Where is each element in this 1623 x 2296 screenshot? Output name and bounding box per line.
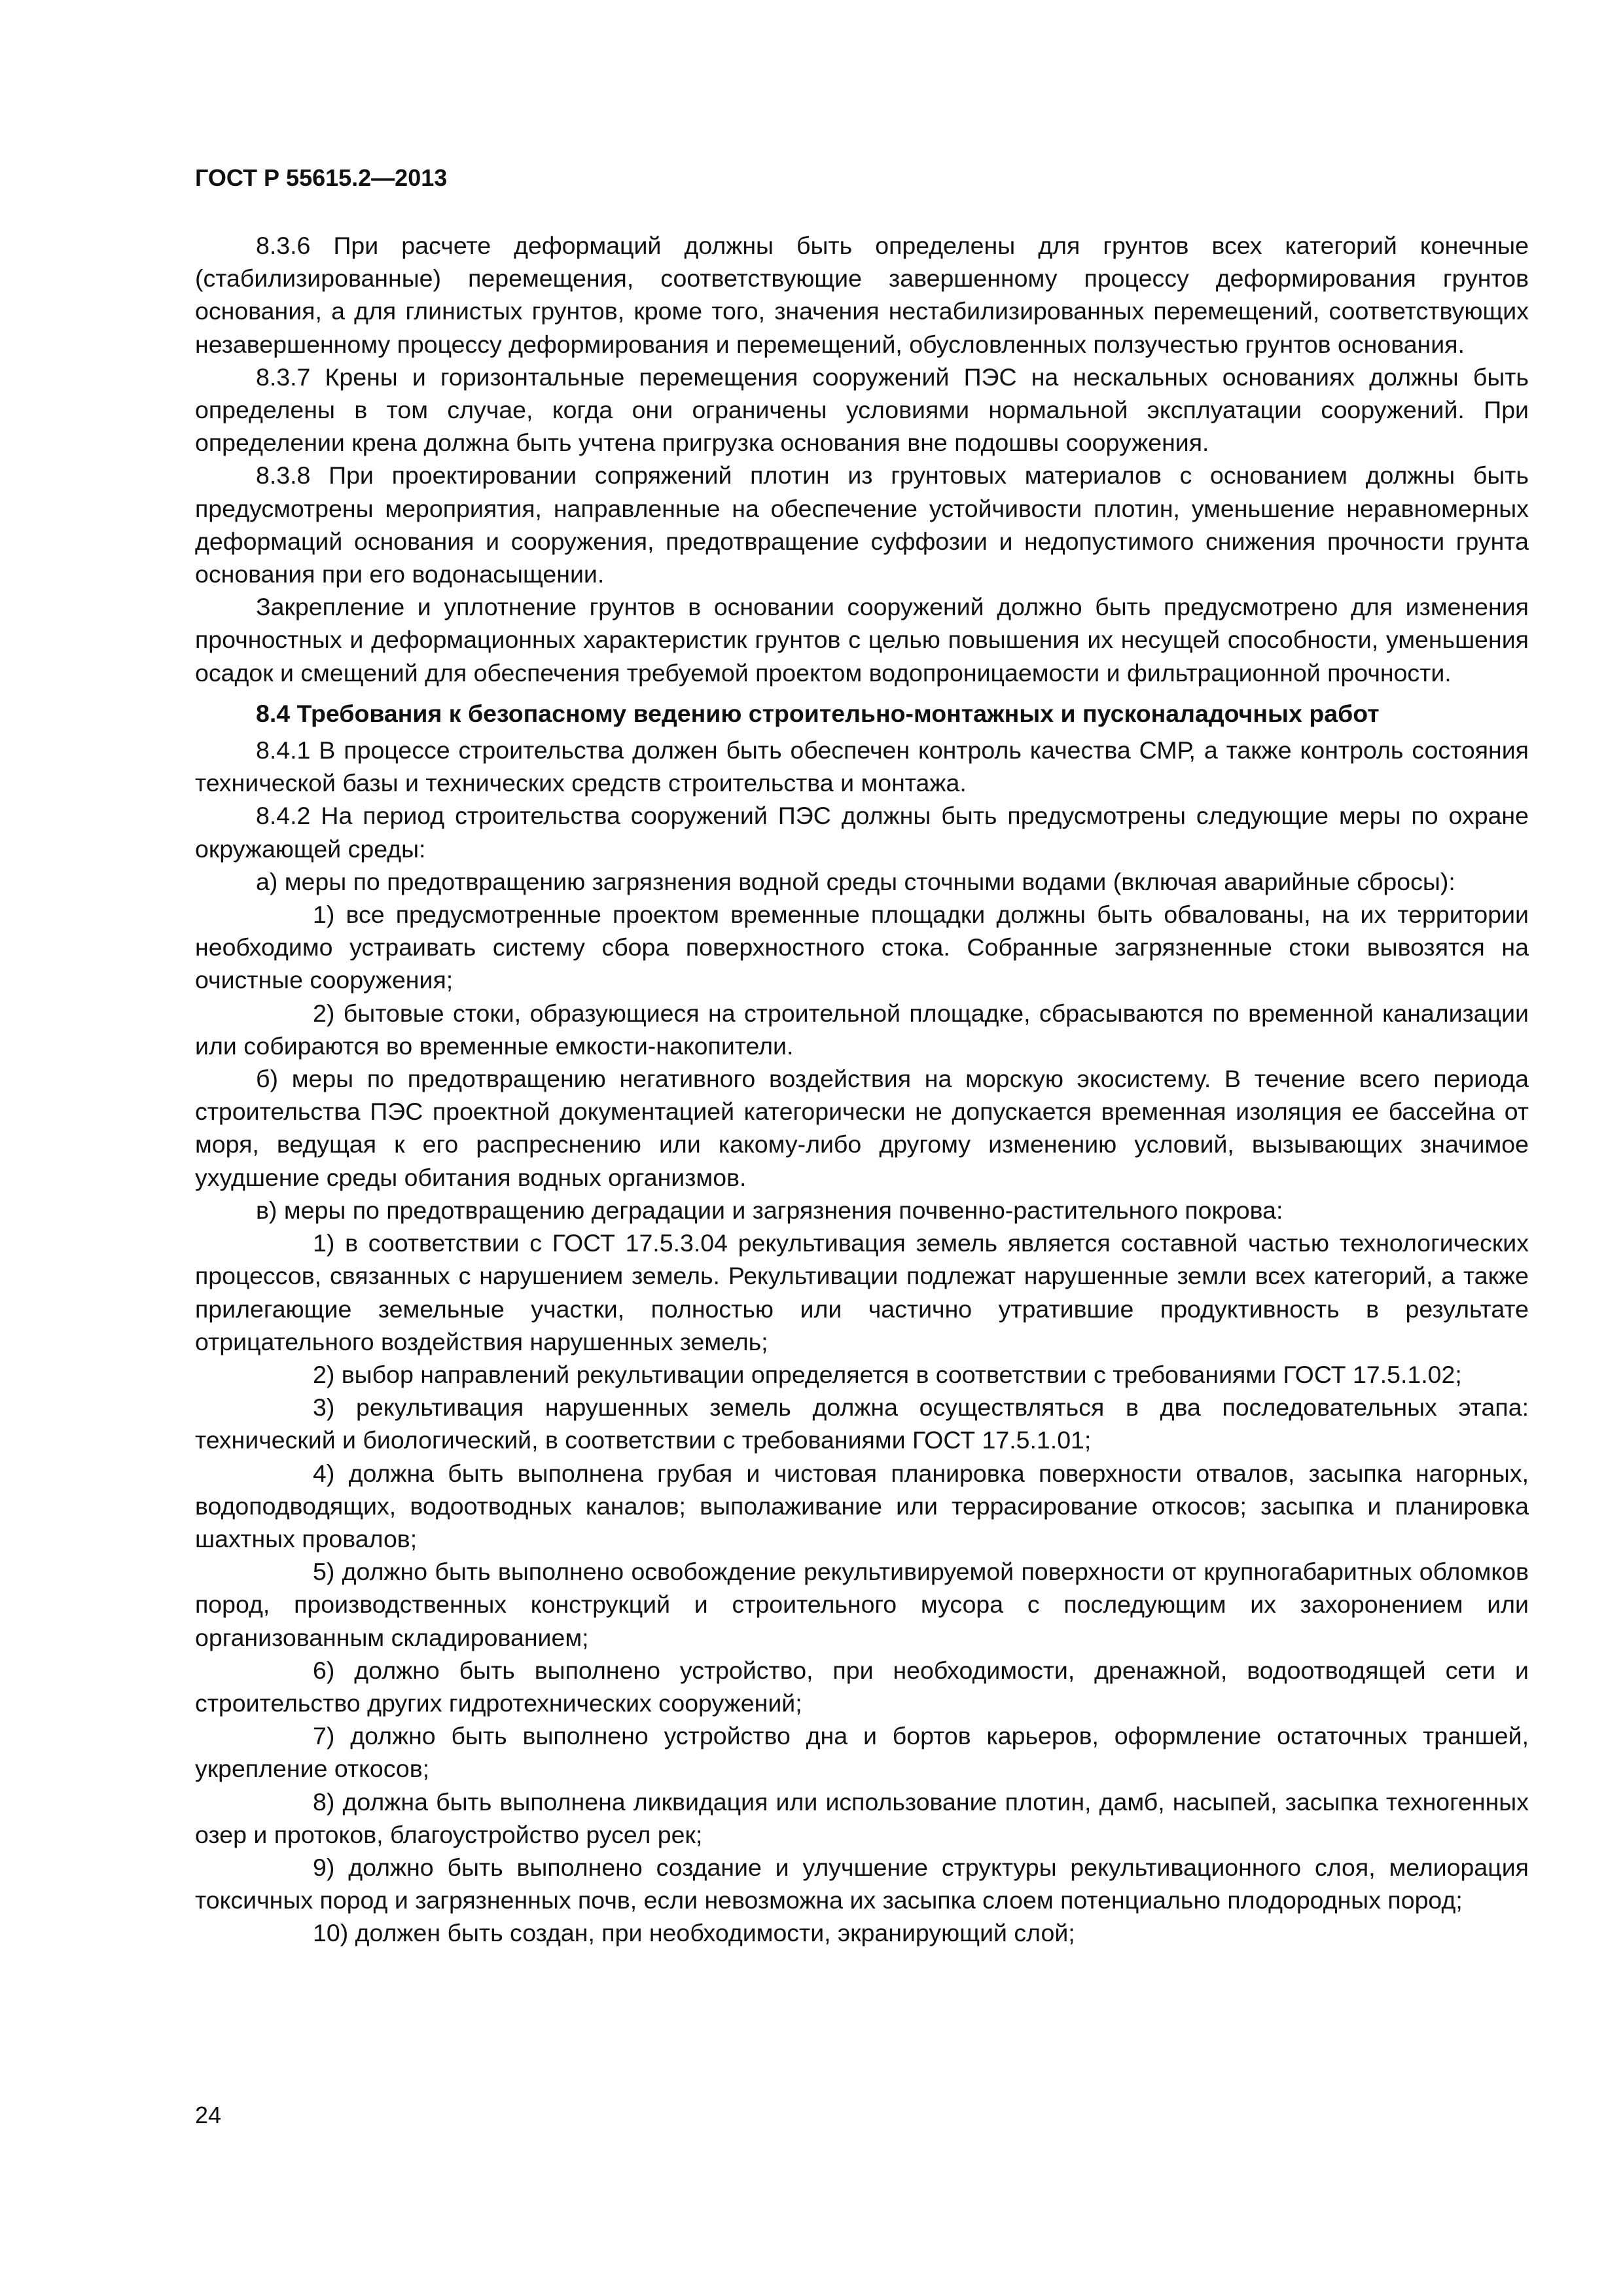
- list-item-a-2: 2) бытовые стоки, образующиеся на строительной площадке, сбрасываются по временной канализации или собираются во временные емкости-накопители.: [195, 999, 1529, 1060]
- list-item-v-10: 10) должен быть создан, при необходимости, экранирующий слой;: [313, 1919, 1075, 1947]
- paragraph-8-3-8: 8.3.8 При проектировании сопряжений плотин из грунтовых материалов с основанием должны быть предусмотрены мероприятия, направленные на обеспечение устойчивости плотин, уменьшение неравномерных деформаций основания и сооружения, предотвращение суффозии и недопустимого снижения прочности грунта основания при его водонасыщении.: [195, 461, 1529, 588]
- document-body: [195, 229, 1529, 1950]
- list-item-v-9: 9) должно быть выполнено создание и улучшение структуры рекультивационного слоя, мелиорация токсичных пород и загрязненных почв, если невозможна их засыпка слоем потенциально плодородных пород;: [195, 1853, 1529, 1914]
- paragraph-soil-fixation: Закрепление и уплотнение грунтов в основании сооружений должно быть предусмотрено для изменения прочностных и деформационных характеристик грунтов с целью повышения их несущей способности, уменьшения осадок и смещений для обеспечения требуемой проектом водопроницаемости и фильтрационной прочности.: [195, 593, 1529, 687]
- list-item-b: б) меры по предотвращению негативного воздействия на морскую экосистему. В течение всего периода строительства ПЭС проектной документацией категорически не допускается временная изоляция ее бассейна от моря, ведущая к его распреснению или какому-либо другому изменению условий, вызывающих значимое ухудшение среды обитания водных организмов.: [195, 1065, 1529, 1191]
- paragraph-8-3-6: 8.3.6 При расчете деформаций должны быть определены для грунтов всех категорий конечные (стабилизированные) перемещения, соответствующие завершенному процессу деформирования грунтов основания, а для глинистых грунтов, кроме того, значения нестабилизированных перемещений, соответствующих незавершенному процессу деформирования и перемещений, обусловленных ползучестью грунтов основания.: [195, 232, 1529, 358]
- list-item-a-1: 1) все предусмотренные проектом временные площадки должны быть обвалованы, на их территории необходимо устраивать систему сбора поверхностного стока. Собранные загрязненные стоки вывозятся на очистные сооружения;: [195, 901, 1529, 994]
- list-item-v-6: 6) должно быть выполнено устройство, при необходимости, дренажной, водоотводящей сети и строительство других гидротехнических сооружений;: [195, 1656, 1529, 1717]
- list-item-v-7: 7) должно быть выполнено устройство дна и бортов карьеров, оформление остаточных траншей, укрепление откосов;: [195, 1722, 1529, 1783]
- paragraph-8-4-1: 8.4.1 В процессе строительства должен быть обеспечен контроль качества СМР, а также контроль состояния технической базы и технических средств строительства и монтажа.: [195, 736, 1529, 797]
- list-item-v-4: 4) должна быть выполнена грубая и чистовая планировка поверхности отвалов, засыпка нагорных, водоподводящих, водоотводных каналов; выполаживание или террасирование откосов; засыпка и планировка шахтных провалов;: [195, 1459, 1529, 1552]
- list-item-v-5: 5) должно быть выполнено освобождение рекультивируемой поверхности от крупногабаритных обломков пород, производственных конструкций и строительного мусора с последующим их захоронением или организованным складированием;: [195, 1558, 1529, 1651]
- page-number: 24: [195, 2102, 222, 2128]
- list-item-a: а) меры по предотвращению загрязнения водной среды сточными водами (включая аварийные сбросы):: [256, 867, 1455, 895]
- list-item-v-3: 3) рекультивация нарушенных земель должна осуществляться в два последовательных этапа: технический и биологический, в соответствии с требованиями ГОСТ 17.5.1.01;: [195, 1393, 1529, 1454]
- list-item-v-2: 2) выбор направлений рекультивации определяется в соответствии с требованиями ГОСТ 17.5.1.02;: [313, 1360, 1462, 1388]
- list-item-v-8: 8) должна быть выполнена ликвидация или использование плотин, дамб, насыпей, засыпка техногенных озер и протоков, благоустройство русел рек;: [195, 1787, 1529, 1848]
- paragraph-8-4-2: 8.4.2 На период строительства сооружений ПЭС должны быть предусмотрены следующие меры по охране окружающей среды:: [195, 802, 1529, 863]
- list-item-v-1: 1) в соответствии с ГОСТ 17.5.3.04 рекультивация земель является составной частью технологических процессов, связанных с нарушением земель. Рекультивации подлежат нарушенные земли всех категорий, а также прилегающие земельные участки, полностью или частично утратившие продуктивность в результате отрицательного воздействия нарушенных земель;: [195, 1229, 1529, 1355]
- list-item-v: в) меры по предотвращению деградации и загрязнения почвенно-растительного покрова:: [256, 1196, 1283, 1224]
- document-header: ГОСТ Р 55615.2—2013: [195, 164, 448, 191]
- section-heading-8-4: 8.4 Требования к безопасному ведению строительно-монтажных и пусконаладочных работ: [256, 699, 1380, 727]
- paragraph-8-3-7: 8.3.7 Крены и горизонтальные перемещения сооружений ПЭС на нескальных основаниях должны быть определены в том случае, когда они ограничены условиями нормальной эксплуатации сооружений. При определении крена должна быть учтена пригрузка основания вне подошвы сооружения.: [195, 363, 1529, 457]
